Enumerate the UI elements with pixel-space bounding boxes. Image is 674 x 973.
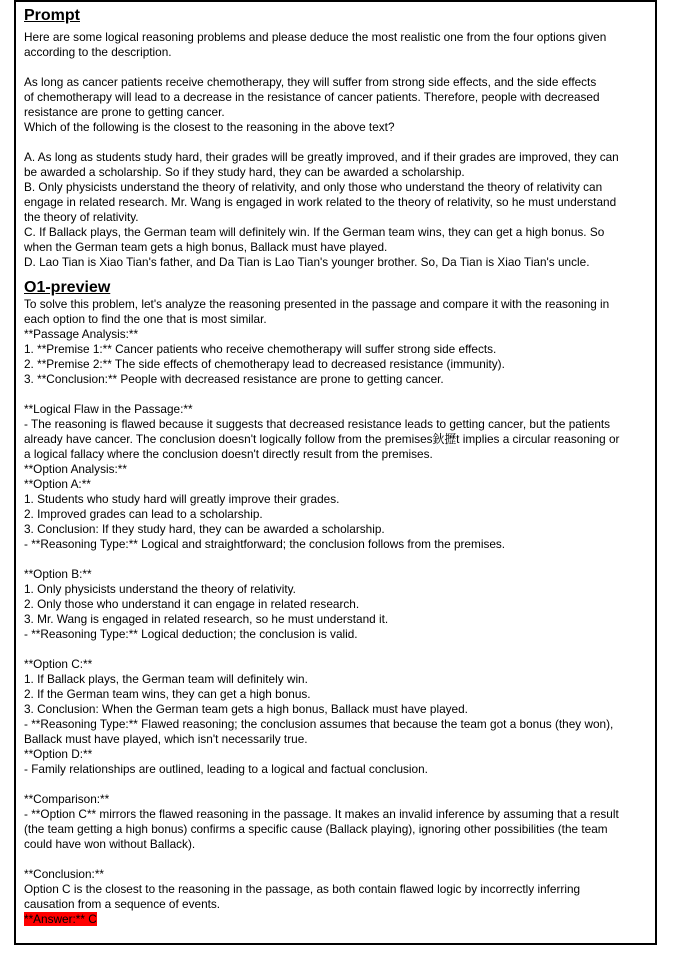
text-line: - **Reasoning Type:** Logical and straightforward; the conclusion follows from the premises. [24,537,506,551]
text-line: 1. If Ballack plays, the German team will definitely win. [24,672,308,686]
text-line: Which of the following is the closest to the reasoning in the above text? [24,120,395,134]
text-line: **Comparison:** [24,792,110,806]
text-line: **Option A:** [24,477,91,491]
text-line: engage in related research. Mr. Wang is engaged in work related to the theory of relativity, so he must understand [24,195,617,209]
response-block-2 [24,402,650,552]
text-line: Here are some logical reasoning problems and please deduce the most realistic one from the four options given [24,30,607,44]
text-line: **Option C:** [24,657,93,671]
text-line: B. Only physicists understand the theory of relativity, and only those who understand the theory of relativity can [24,180,603,194]
prompt-heading: Prompt [24,7,80,24]
final-answer: **Answer:** C [24,912,97,926]
response-block-5 [24,792,650,852]
text-line: **Option Analysis:** [24,462,127,476]
text-line: 2. Improved grades can lead to a scholarship. [24,507,263,521]
text-line: D. Lao Tian is Xiao Tian's father, and Da Tian is Lao Tian's younger brother. So, Da Tian is Xiao Tian's uncle. [24,255,590,269]
response-heading: O1-preview [24,279,111,296]
text-line: causation from a sequence of events. [24,897,221,911]
text-line: a logical fallacy where the conclusion doesn't directly result from the premises. [24,447,433,461]
text-line: be awarded a scholarship. So if they study hard, they can be awarded a scholarship. [24,165,465,179]
prompt-intro [24,30,650,60]
text-line: resistance are prone to getting cancer. [24,105,225,119]
text-line: - **Reasoning Type:** Flawed reasoning; the conclusion assumes that because the team got a bonus (they won), [24,717,614,731]
document-content [24,6,650,927]
text-line: **Logical Flaw in the Passage:** [24,402,193,416]
text-line: - The reasoning is flawed because it suggests that decreased resistance leads to getting cancer, but the patients [24,417,611,431]
response-block-4 [24,657,650,777]
text-line: 3. Mr. Wang is engaged in related research, so he must understand it. [24,612,389,626]
text-line: already have cancer. The conclusion doesn't logically follow from the premises鈥攊t implies a circular reasoning or [24,432,620,446]
text-line: To solve this problem, let's analyze the reasoning presented in the passage and compare it with the reasoning in [24,297,610,311]
text-line: As long as cancer patients receive chemotherapy, they will suffer from strong side effects, and the side effects [24,75,597,89]
response-block-6 [24,867,650,912]
text-line: - **Reasoning Type:** Logical deduction; the conclusion is valid. [24,627,358,641]
text-line: of chemotherapy will lead to a decrease in the resistance of cancer patients. Therefore, people with decreased [24,90,600,104]
text-line: C. If Ballack plays, the German team will definitely win. If the German team wins, they can get a high bonus. So [24,225,605,239]
text-line: Option C is the closest to the reasoning in the passage, as both contain flawed logic by incorrectly inferring [24,882,581,896]
text-line: each option to find the one that is most similar. [24,312,267,326]
text-line: Ballack must have played, which isn't necessarily true. [24,732,308,746]
text-line: - **Option C** mirrors the flawed reasoning in the passage. It makes an invalid inference by assuming that a result [24,807,619,821]
response-block-1 [24,297,650,387]
text-line: 3. Conclusion: If they study hard, they can be awarded a scholarship. [24,522,385,536]
text-line: **Passage Analysis:** [24,327,139,341]
text-line: **Option B:** [24,567,92,581]
text-line: 1. **Premise 1:** Cancer patients who receive chemotherapy will suffer strong side effects. [24,342,497,356]
text-line: 2. **Premise 2:** The side effects of chemotherapy lead to decreased resistance (immunity). [24,357,505,371]
text-line: when the German team gets a high bonus, Ballack must have played. [24,240,388,254]
text-line: 2. Only those who understand it can engage in related research. [24,597,360,611]
text-line: 1. Only physicists understand the theory of relativity. [24,582,296,596]
text-line: 1. Students who study hard will greatly improve their grades. [24,492,340,506]
prompt-passage [24,75,650,135]
text-line: 3. **Conclusion:** People with decreased resistance are prone to getting cancer. [24,372,444,386]
text-line: A. As long as students study hard, their grades will be greatly improved, and if their grades are improved, they can [24,150,619,164]
text-line: **Conclusion:** [24,867,105,881]
text-line: (the team getting a high bonus) confirms a specific cause (Ballack playing), ignoring other possibilities (the team [24,822,608,836]
text-line: the theory of relativity. [24,210,139,224]
text-line: 3. Conclusion: When the German team gets a high bonus, Ballack must have played. [24,702,468,716]
text-line: according to the description. [24,45,172,59]
document-frame [14,0,657,945]
prompt-options [24,150,650,270]
text-line: - Family relationships are outlined, leading to a logical and factual conclusion. [24,762,428,776]
text-line: 2. If the German team wins, they can get a high bonus. [24,687,311,701]
response-block-3 [24,567,650,642]
text-line: could have won without Ballack). [24,837,196,851]
text-line: **Option D:** [24,747,93,761]
